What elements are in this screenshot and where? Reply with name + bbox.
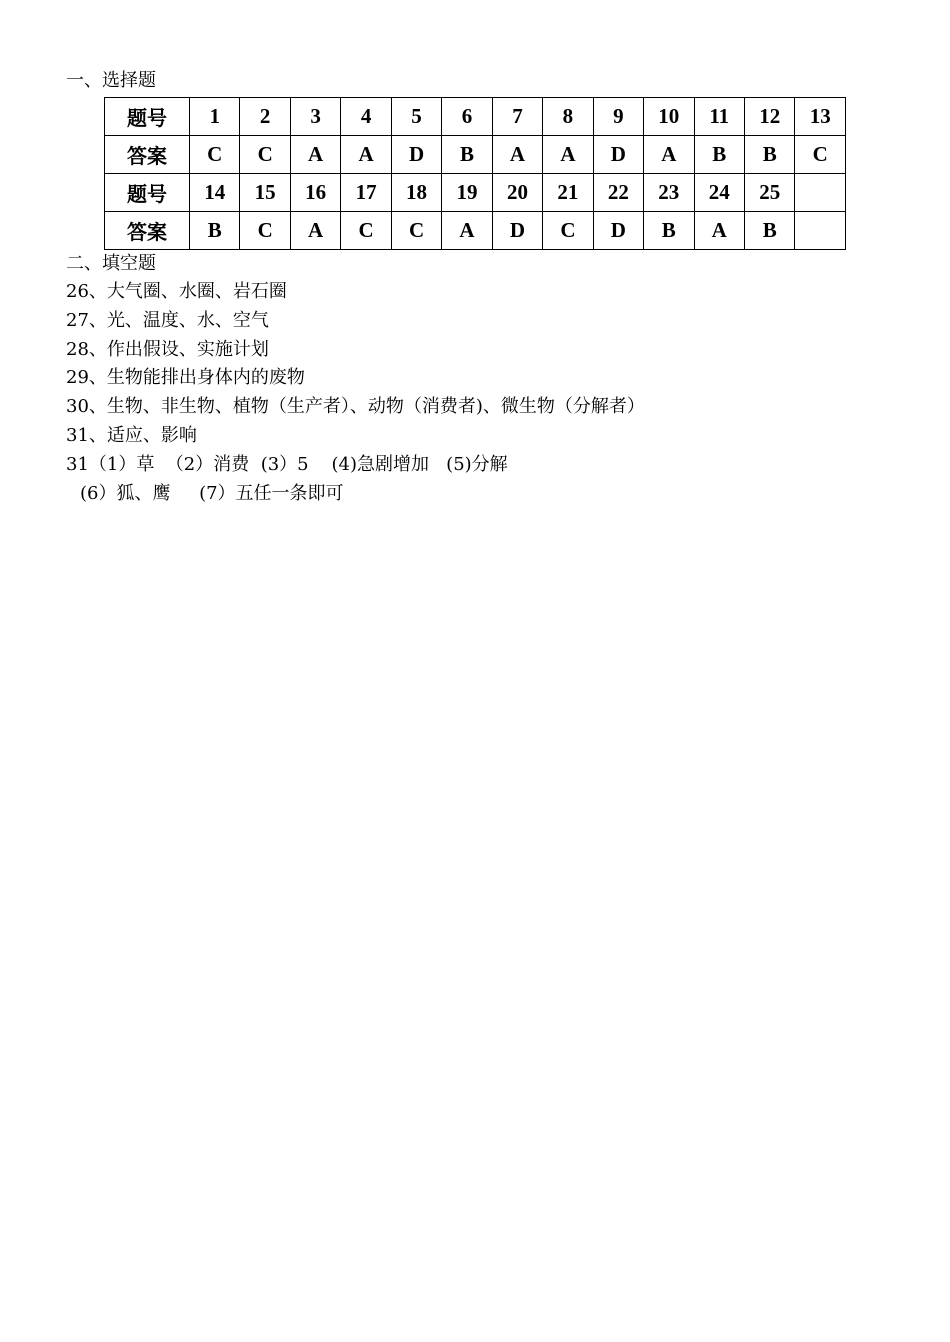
- answer-cell: B: [744, 136, 794, 174]
- question-number-cell: 12: [744, 98, 794, 136]
- question-number-cell: 25: [744, 174, 794, 212]
- answer-cell: D: [492, 212, 542, 250]
- answer-cell: B: [644, 212, 694, 250]
- answer-cell: A: [290, 212, 340, 250]
- answer-cell: B: [744, 212, 794, 250]
- row-header: 题号: [105, 174, 190, 212]
- question-number-cell: 15: [240, 174, 290, 212]
- question-number-cell: 13: [795, 98, 846, 136]
- answer-line-30: 30、生物、非生物、植物（生产者）、动物（消费者)、微生物（分解者）: [66, 396, 645, 417]
- answer-cell: C: [391, 212, 441, 250]
- answer-cell: A: [492, 136, 542, 174]
- question-number-cell: 24: [694, 174, 744, 212]
- question-number-cell: 19: [442, 174, 492, 212]
- answer-cell: C: [240, 136, 290, 174]
- question-number-cell: 14: [190, 174, 240, 212]
- answer-cell: C: [240, 212, 290, 250]
- answer-cell: A: [442, 212, 492, 250]
- question-number-cell: 5: [391, 98, 441, 136]
- answer-cell: D: [593, 212, 643, 250]
- answer-line-27: 27、光、温度、水、空气: [66, 310, 269, 331]
- answer-cell: D: [593, 136, 643, 174]
- answer-cell: A: [694, 212, 744, 250]
- answer-cell: B: [442, 136, 492, 174]
- section-title-multiple-choice: 一、选择题: [66, 70, 156, 91]
- question-number-cell: 4: [341, 98, 391, 136]
- question-number-cell: 21: [543, 174, 593, 212]
- question-number-cell: 23: [644, 174, 694, 212]
- answer-cell: C: [795, 136, 846, 174]
- question-number-cell: 1: [190, 98, 240, 136]
- answer-cell: A: [290, 136, 340, 174]
- question-number-cell: 6: [442, 98, 492, 136]
- answer-table: [104, 97, 846, 250]
- answer-cell: B: [190, 212, 240, 250]
- table-row-question-numbers-2: [105, 174, 846, 212]
- row-header: 题号: [105, 98, 190, 136]
- question-number-cell: 2: [240, 98, 290, 136]
- answer-line-28: 28、作出假设、实施计划: [66, 339, 269, 360]
- answer-line-31-parts-continued: (6）狐、鹰 (7）五任一条即可: [80, 483, 344, 504]
- question-number-cell: 3: [290, 98, 340, 136]
- table-row-answers-2: [105, 212, 846, 250]
- answer-cell: C: [190, 136, 240, 174]
- section-title-fill-in-blank: 二、填空题: [66, 253, 156, 274]
- table-row-answers-1: [105, 136, 846, 174]
- question-number-cell: 22: [593, 174, 643, 212]
- answer-line-31: 31、适应、影响: [66, 425, 197, 446]
- answer-cell: B: [694, 136, 744, 174]
- question-number-cell: 11: [694, 98, 744, 136]
- answer-cell: A: [644, 136, 694, 174]
- question-number-cell: 18: [391, 174, 441, 212]
- question-number-cell: 17: [341, 174, 391, 212]
- table-row-question-numbers-1: [105, 98, 846, 136]
- answer-cell: C: [341, 212, 391, 250]
- answer-cell: D: [391, 136, 441, 174]
- question-number-cell: 20: [492, 174, 542, 212]
- answer-cell: A: [543, 136, 593, 174]
- answer-line-29: 29、生物能排出身体内的废物: [66, 367, 305, 388]
- question-number-cell: 7: [492, 98, 542, 136]
- answer-line-26: 26、大气圈、水圈、岩石圈: [66, 281, 287, 302]
- question-number-cell: 9: [593, 98, 643, 136]
- question-number-cell: 10: [644, 98, 694, 136]
- row-header: 答案: [105, 136, 190, 174]
- question-number-cell: 16: [290, 174, 340, 212]
- answer-line-31-parts: 31（1）草 （2）消费 (3）5 (4)急剧增加 (5)分解: [66, 454, 508, 475]
- question-number-cell: 8: [543, 98, 593, 136]
- empty-cell: [795, 174, 846, 212]
- row-header: 答案: [105, 212, 190, 250]
- empty-cell: [795, 212, 846, 250]
- answer-cell: C: [543, 212, 593, 250]
- answer-cell: A: [341, 136, 391, 174]
